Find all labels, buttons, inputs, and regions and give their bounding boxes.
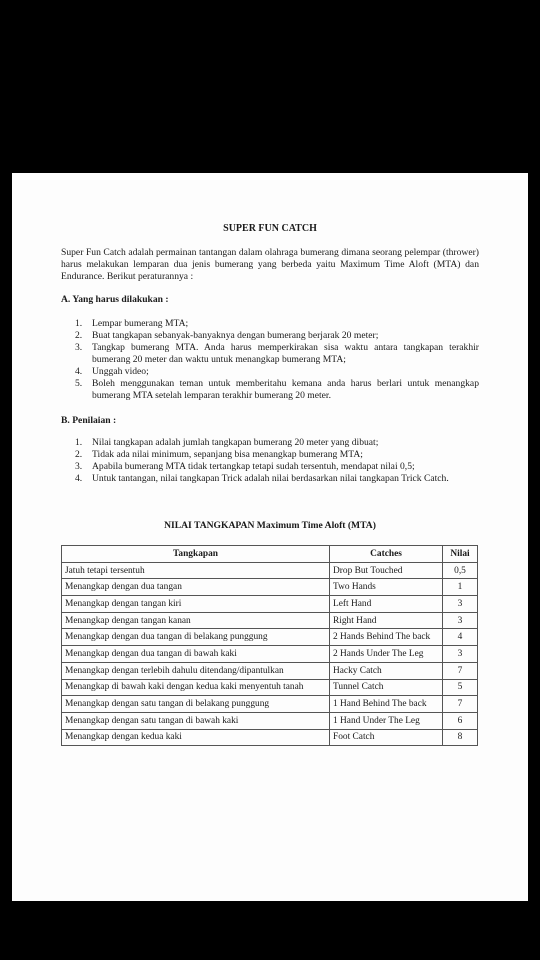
table-row — [62, 679, 478, 696]
cell-catches: Hacky Catch — [330, 662, 443, 679]
section-a-list — [61, 318, 479, 402]
section-a-heading: A. Yang harus dilakukan : — [61, 294, 169, 305]
cell-tangkapan: Menangkap dengan tangan kanan — [62, 612, 330, 629]
list-item: 4. Unggah video; — [75, 366, 149, 377]
cell-tangkapan: Menangkap dengan dua tangan di belakang punggung — [62, 629, 330, 646]
cell-catches: Foot Catch — [330, 729, 443, 746]
table-row — [62, 712, 478, 729]
cell-tangkapan: Jatuh tetapi tersentuh — [62, 562, 330, 579]
cell-catches: Left Hand — [330, 596, 443, 613]
cell-nilai: 7 — [443, 696, 478, 713]
table-row — [62, 729, 478, 746]
document-title: SUPER FUN CATCH — [223, 223, 317, 234]
cell-catches: Right Hand — [330, 612, 443, 629]
section-b-heading: B. Penilaian : — [61, 415, 117, 426]
list-item: 3. Tangkap bumerang MTA. Anda harus memperkirakan sisa waktu antara tangkapan terakhir bumerang 20 meter dan waktu untuk menangkap bumerang MTA; — [75, 342, 479, 365]
cell-nilai: 3 — [443, 612, 478, 629]
cell-catches: 1 Hand Behind The back — [330, 696, 443, 713]
list-item: 4. Untuk tantangan, nilai tangkapan Trick adalah nilai berdasarkan nilai tangkapan Trick Catch. — [75, 473, 449, 484]
cell-tangkapan: Menangkap dengan kedua kaki — [62, 729, 330, 746]
cell-nilai: 7 — [443, 662, 478, 679]
list-item: 1. Nilai tangkapan adalah jumlah tangkapan bumerang 20 meter yang dibuat; — [75, 437, 379, 448]
document-page — [12, 173, 528, 901]
cell-catches: Drop But Touched — [330, 562, 443, 579]
cell-tangkapan: Menangkap dengan dua tangan di bawah kaki — [62, 646, 330, 663]
table-row — [62, 579, 478, 596]
cell-tangkapan: Menangkap di bawah kaki dengan kedua kaki menyentuh tanah — [62, 679, 330, 696]
list-item: 2. Tidak ada nilai minimum, sepanjang bisa menangkap bumerang MTA; — [75, 449, 363, 460]
cell-nilai: 1 — [443, 579, 478, 596]
cell-catches: 2 Hands Under The Leg — [330, 646, 443, 663]
cell-catches: 2 Hands Behind The back — [330, 629, 443, 646]
cell-catches: Two Hands — [330, 579, 443, 596]
column-header-catches: Catches — [330, 546, 443, 563]
intro-paragraph: Super Fun Catch adalah permainan tantangan dalam olahraga bumerang dimana seorang pelempar (thrower) harus melakukan lemparan dua jenis bumerang yang berbeda yaitu Maximum Time Aloft (MTA) dan Endurance. Berikut peraturannya : — [61, 247, 479, 282]
mta-score-table — [61, 545, 478, 746]
cell-tangkapan: Menangkap dengan terlebih dahulu ditendang/dipantulkan — [62, 662, 330, 679]
cell-nilai: 8 — [443, 729, 478, 746]
list-item: 5. Boleh menggunakan teman untuk memberitahu kemana anda harus berlari untuk menangkap bumerang MTA setelah lemparan terakhir bumerang 20 meter. — [75, 378, 479, 401]
cell-nilai: 3 — [443, 596, 478, 613]
list-item: 3. Apabila bumerang MTA tidak tertangkap tetapi sudah tersentuh, mendapat nilai 0,5; — [75, 461, 415, 472]
table-row — [62, 696, 478, 713]
cell-catches: 1 Hand Under The Leg — [330, 712, 443, 729]
table-row — [62, 596, 478, 613]
column-header-nilai: Nilai — [443, 546, 478, 563]
table-title: NILAI TANGKAPAN Maximum Time Aloft (MTA) — [164, 520, 376, 531]
cell-tangkapan: Menangkap dengan satu tangan di belakang punggung — [62, 696, 330, 713]
cell-nilai: 3 — [443, 646, 478, 663]
cell-tangkapan: Menangkap dengan satu tangan di bawah kaki — [62, 712, 330, 729]
cell-tangkapan: Menangkap dengan dua tangan — [62, 579, 330, 596]
list-item: 2. Buat tangkapan sebanyak-banyaknya dengan bumerang berjarak 20 meter; — [75, 330, 379, 341]
cell-catches: Tunnel Catch — [330, 679, 443, 696]
table-row — [62, 662, 478, 679]
section-b-list — [61, 437, 479, 485]
table-row — [62, 562, 478, 579]
cell-nilai: 4 — [443, 629, 478, 646]
column-header-tangkapan: Tangkapan — [62, 546, 330, 563]
cell-nilai: 0,5 — [443, 562, 478, 579]
cell-tangkapan: Menangkap dengan tangan kiri — [62, 596, 330, 613]
table-row — [62, 612, 478, 629]
cell-nilai: 5 — [443, 679, 478, 696]
table-row — [62, 646, 478, 663]
cell-nilai: 6 — [443, 712, 478, 729]
list-item: 1. Lempar bumerang MTA; — [75, 318, 189, 329]
table-header-row — [62, 546, 478, 563]
table-row — [62, 629, 478, 646]
